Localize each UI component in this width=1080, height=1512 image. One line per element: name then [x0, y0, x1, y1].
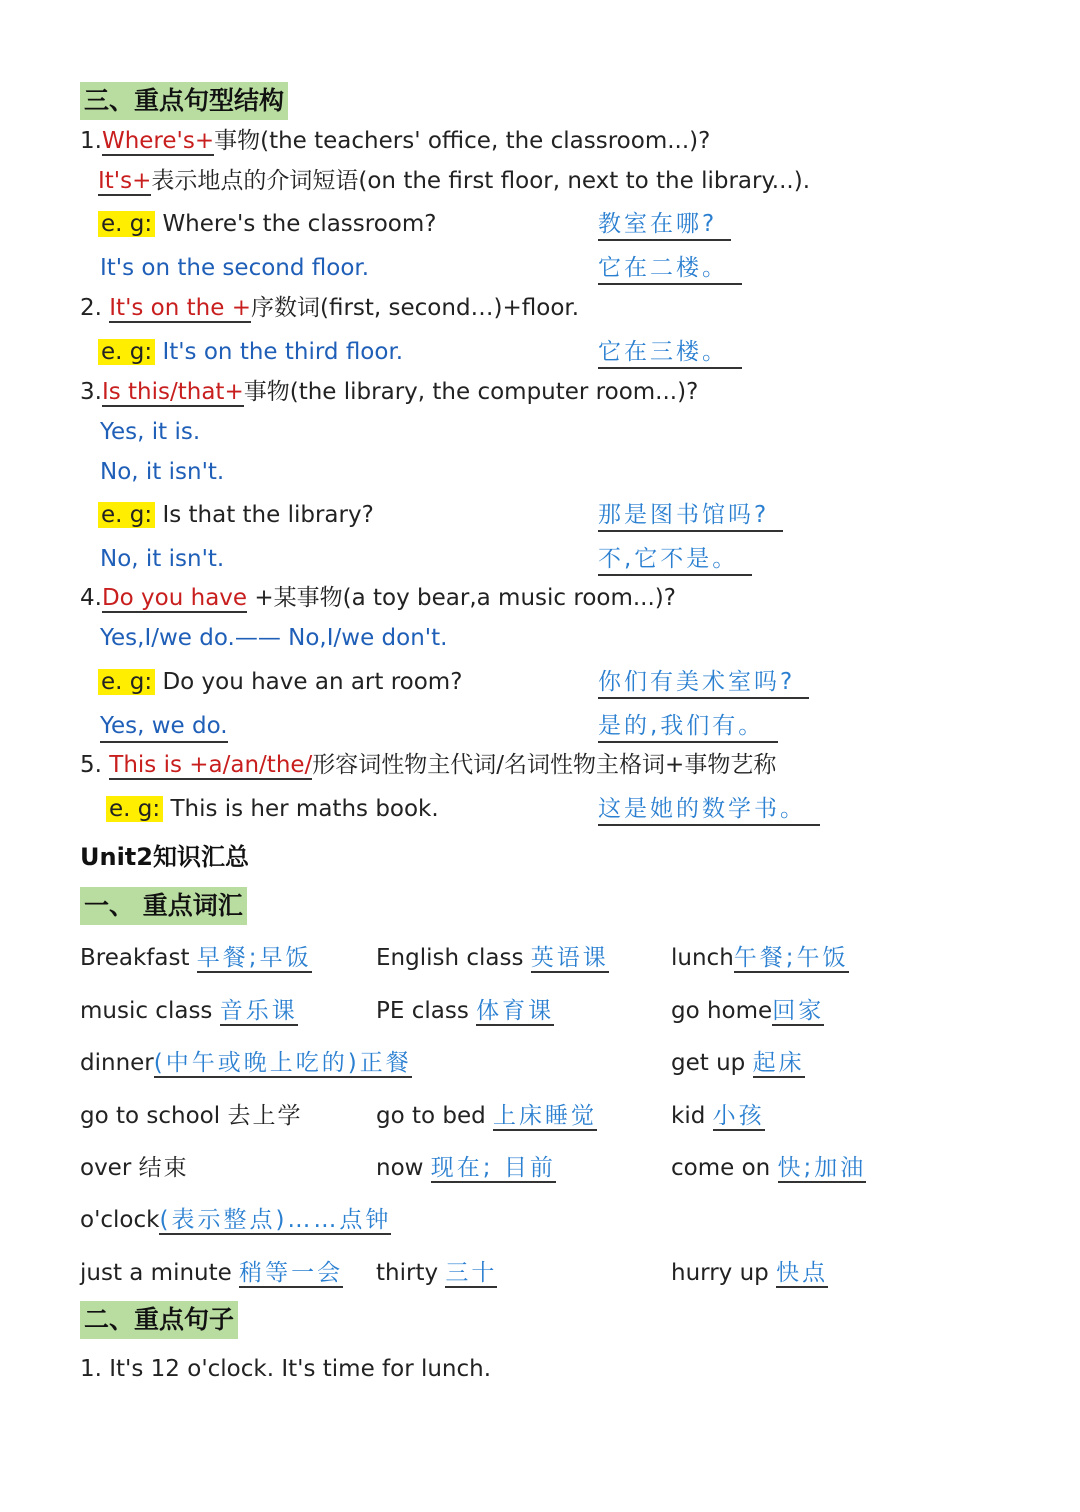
vocab-en: now [376, 1155, 431, 1181]
pattern-key: It's on the + [109, 295, 251, 321]
example-3 [98, 500, 374, 530]
vocab-en: go to school [80, 1103, 228, 1129]
vocab-zh: 午餐;午饭 [733, 945, 849, 971]
vocab-zh: 现在; 目前 [430, 1155, 556, 1181]
example-text: It's on the third floor. [162, 339, 404, 365]
example-label: e. g: [98, 669, 155, 695]
example-2 [98, 337, 403, 367]
reply-structure: Yes,I/we do.—— No,I/we don't. [100, 625, 448, 651]
pattern-3 [80, 377, 698, 407]
example-translation: 它在三楼。 [598, 337, 742, 369]
vocab-item [80, 1258, 343, 1288]
vocab-zh: 小孩 [712, 1103, 765, 1129]
vocab-zh: 结束 [138, 1155, 189, 1181]
pattern-1 [80, 126, 710, 156]
vocab-item [376, 1101, 597, 1131]
vocab-zh: 快点 [776, 1260, 829, 1286]
example-text: This is her maths book. [170, 796, 439, 822]
vocab-zh: 稍等一会 [239, 1260, 344, 1286]
example-label: e. g: [106, 796, 163, 822]
vocab-zh: 快;加油 [777, 1155, 867, 1181]
vocab-item [80, 1048, 412, 1078]
pattern-2 [80, 293, 579, 323]
pattern-number: 2. [80, 295, 102, 321]
vocab-en: thirty [376, 1260, 446, 1286]
vocab-item [80, 1101, 302, 1131]
vocab-zh: (中午或晚上吃的)正餐 [153, 1050, 412, 1076]
example-label: e. g: [98, 339, 155, 365]
pattern-number: 3. [80, 379, 102, 405]
vocab-item [80, 943, 312, 973]
example-translation: 这是她的数学书。 [598, 794, 820, 826]
vocab-en: o'clock [80, 1207, 160, 1233]
pattern-number: 5. [80, 752, 110, 778]
example-5 [106, 794, 439, 824]
example-label: e. g: [98, 211, 155, 237]
example-answer: Yes, we do. [100, 711, 228, 743]
pattern-5 [80, 750, 776, 780]
unit-title: Unit2知识汇总 [80, 843, 249, 871]
vocab-zh: 起床 [752, 1050, 805, 1076]
vocab-item [376, 943, 609, 973]
example-translation: 教室在哪? [598, 209, 731, 241]
vocab-item [671, 1258, 828, 1288]
answer-translation: 它在二楼。 [598, 253, 742, 285]
vocab-en: kid [671, 1103, 713, 1129]
pattern-key: Is this/that+ [101, 379, 244, 405]
pattern-key: Where's+ [101, 128, 215, 154]
vocab-zh: 上床睡觉 [493, 1103, 598, 1129]
vocab-en: music class [80, 998, 220, 1024]
pattern-rest: 事物(the teachers' office, the classroom...)? [214, 128, 711, 154]
vocab-en: just a minute [80, 1260, 240, 1286]
vocab-item [671, 1153, 866, 1183]
section-title-key-sentences: 二、重点句子 [80, 1301, 238, 1339]
vocab-item [80, 1205, 391, 1235]
vocab-en: hurry up [671, 1260, 777, 1286]
vocab-en: get up [671, 1050, 753, 1076]
answer-translation: 不,它不是。 [598, 544, 752, 576]
pattern-rest: 序数词(first, second…)+floor. [250, 295, 580, 321]
vocab-en: go to bed [376, 1103, 494, 1129]
vocab-item [671, 1101, 765, 1131]
vocab-item [80, 996, 298, 1026]
section-title-key-sentence-patterns: 三、重点句型结构 [80, 82, 288, 120]
vocab-item [671, 1048, 805, 1078]
example-answer: No, it isn't. [100, 546, 225, 572]
example-4 [98, 667, 462, 697]
example-translation: 那是图书馆吗? [598, 500, 783, 532]
pattern-rest: 表示地点的介词短语(on the first floor, next to the library...). [151, 168, 811, 194]
pattern-key: This is +a/an/the/ [109, 752, 313, 778]
vocab-item [376, 1258, 497, 1288]
vocab-zh: 去上学 [227, 1103, 303, 1129]
vocab-zh: 三十 [445, 1260, 498, 1286]
vocab-zh: (表示整点)……点钟 [159, 1207, 392, 1233]
example-label: e. g: [98, 502, 155, 528]
pattern-rest: 形容词性物主代词/名词性物主格词+事物艺称 [312, 752, 777, 778]
vocab-zh: 音乐课 [219, 998, 298, 1024]
vocab-en: English class [376, 945, 531, 971]
vocab-en: PE class [376, 998, 477, 1024]
vocab-zh: 回家 [772, 998, 825, 1024]
pattern-4 [80, 583, 676, 613]
vocab-item [376, 996, 554, 1026]
example-text: Do you have an art room? [162, 669, 463, 695]
pattern-key: It's+ [98, 168, 152, 194]
example-1 [98, 209, 436, 239]
example-translation: 你们有美术室吗? [598, 667, 809, 699]
no-reply: No, it isn't. [100, 459, 225, 485]
vocab-item [671, 943, 849, 973]
vocab-en: dinner [80, 1050, 154, 1076]
vocab-en: over [80, 1155, 139, 1181]
pattern-rest: 事物(the library, the computer room...)? [243, 379, 699, 405]
vocab-zh: 英语课 [530, 945, 609, 971]
vocab-item [80, 1153, 189, 1183]
example-text: Is that the library? [162, 502, 374, 528]
vocab-en: go home [671, 998, 773, 1024]
pattern-number: 1. [80, 128, 102, 154]
vocab-en: come on [671, 1155, 778, 1181]
pattern-rest: +某事物(a toy bear,a music room...)? [247, 585, 676, 611]
key-sentence-1: 1. It's 12 o'clock. It's time for lunch. [80, 1356, 492, 1382]
vocab-en: Breakfast [80, 945, 197, 971]
example-answer: It's on the second floor. [100, 255, 370, 281]
vocab-zh: 体育课 [476, 998, 555, 1024]
pattern-number: 4. [80, 585, 102, 611]
answer-translation: 是的,我们有。 [598, 711, 778, 743]
vocab-zh: 早餐;早饭 [196, 945, 312, 971]
vocab-en: lunch [671, 945, 734, 971]
pattern-key: Do you have [101, 585, 248, 611]
vocab-item [671, 996, 824, 1026]
yes-reply: Yes, it is. [100, 419, 201, 445]
vocab-item [376, 1153, 556, 1183]
example-text: Where's the classroom? [162, 211, 437, 237]
pattern-1-answer-structure [98, 166, 810, 196]
section-title-key-vocabulary: 一、 重点词汇 [80, 887, 247, 925]
